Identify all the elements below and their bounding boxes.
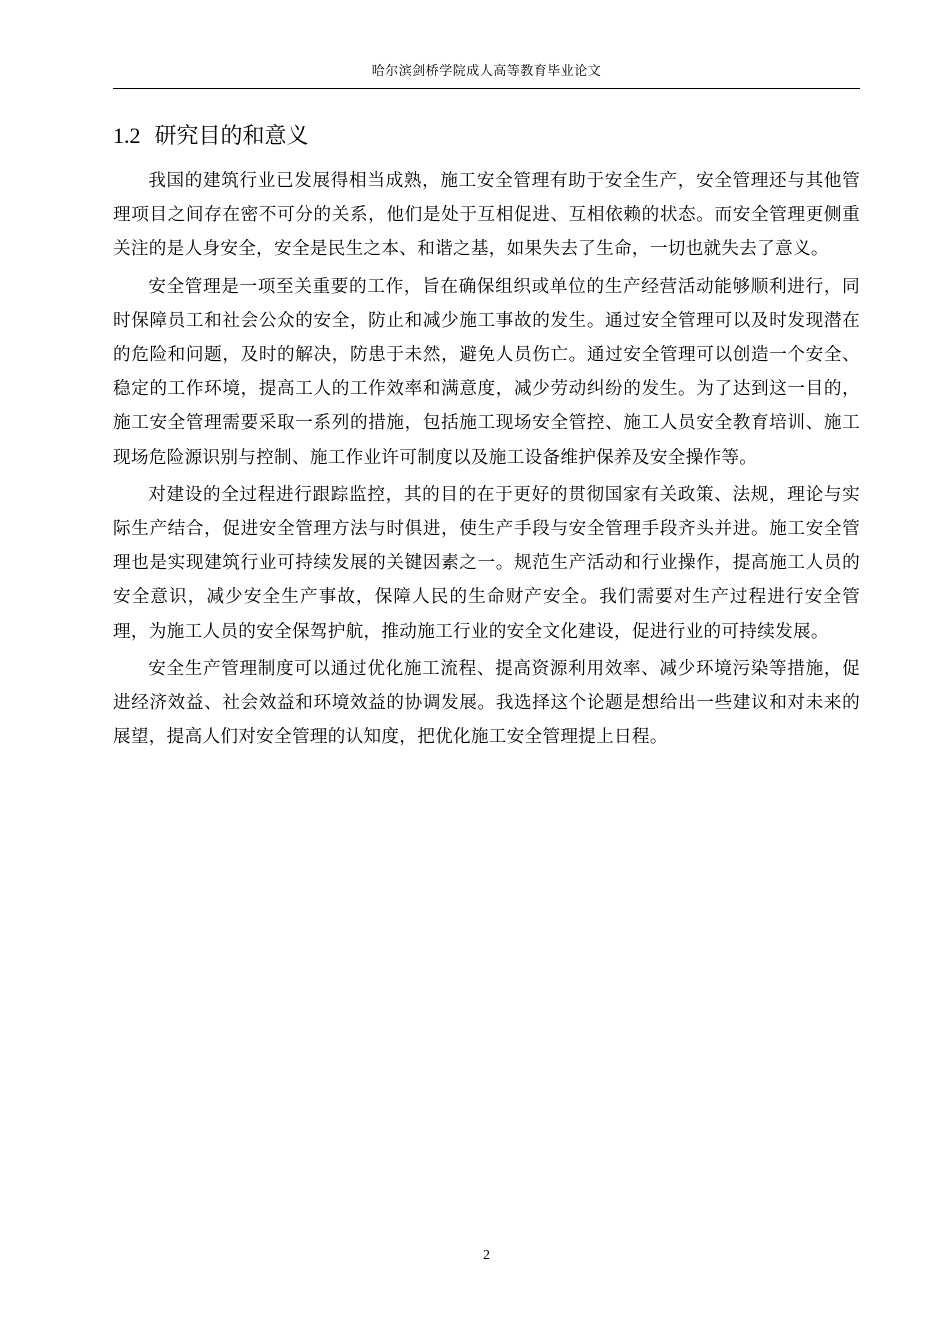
- paragraph: 安全管理是一项至关重要的工作，旨在确保组织或单位的生产经营活动能够顺利进行，同时保障员工和社会公众的安全，防止和减少施工事故的发生。通过安全管理可以及时发现潜在的危险和问题，及时的解决，防患于未然，避免人员伤亡。通过安全管理可以创造一个安全、稳定的工作环境，提高工人的工作效率和满意度，减少劳动纠纷的发生。为了达到这一目的，施工安全管理需要采取一系列的措施，包括施工现场安全管控、施工人员安全教育培训、施工现场危险源识别与控制、施工作业许可制度以及施工设备维护保养及安全操作等。: [113, 276, 860, 468]
- section-title: 研究目的和意义: [154, 124, 309, 149]
- section-heading: [113, 120, 309, 153]
- running-header: 哈尔滨剑桥学院成人高等教育毕业论文: [371, 64, 602, 79]
- paragraph: 我国的建筑行业已发展得相当成熟，施工安全管理有助于安全生产，安全管理还与其他管理项目之间存在密不可分的关系，他们是处于互相促进、互相依赖的状态。而安全管理更侧重关注的是人身安全，安全是民生之本、和谐之基，如果失去了生命，一切也就失去了意义。: [113, 171, 860, 260]
- page-number: 2: [483, 1248, 490, 1263]
- paragraph: 对建设的全过程进行跟踪监控，其的目的在于更好的贯彻国家有关政策、法规，理论与实际生产结合，促进安全管理方法与时俱进，使生产手段与安全管理手段齐头并进。施工安全管理也是实现建筑行业可持续发展的关键因素之一。规范生产活动和行业操作，提高施工人员的安全意识，减少安全生产事故，保障人民的生命财产安全。我们需要对生产过程进行安全管理，为施工人员的安全保驾护航，推动施工行业的安全文化建设，促进行业的可持续发展。: [113, 484, 860, 642]
- paragraph: 安全生产管理制度可以通过优化施工流程、提高资源利用效率、减少环境污染等措施，促进经济效益、社会效益和环境效益的协调发展。我选择这个论题是想给出一些建议和对未来的展望，提高人们对安全管理的认知度，把优化施工安全管理提上日程。: [113, 658, 860, 748]
- section-number: 1.2: [113, 123, 141, 148]
- header-rule: [113, 88, 860, 89]
- body-text: [113, 164, 860, 757]
